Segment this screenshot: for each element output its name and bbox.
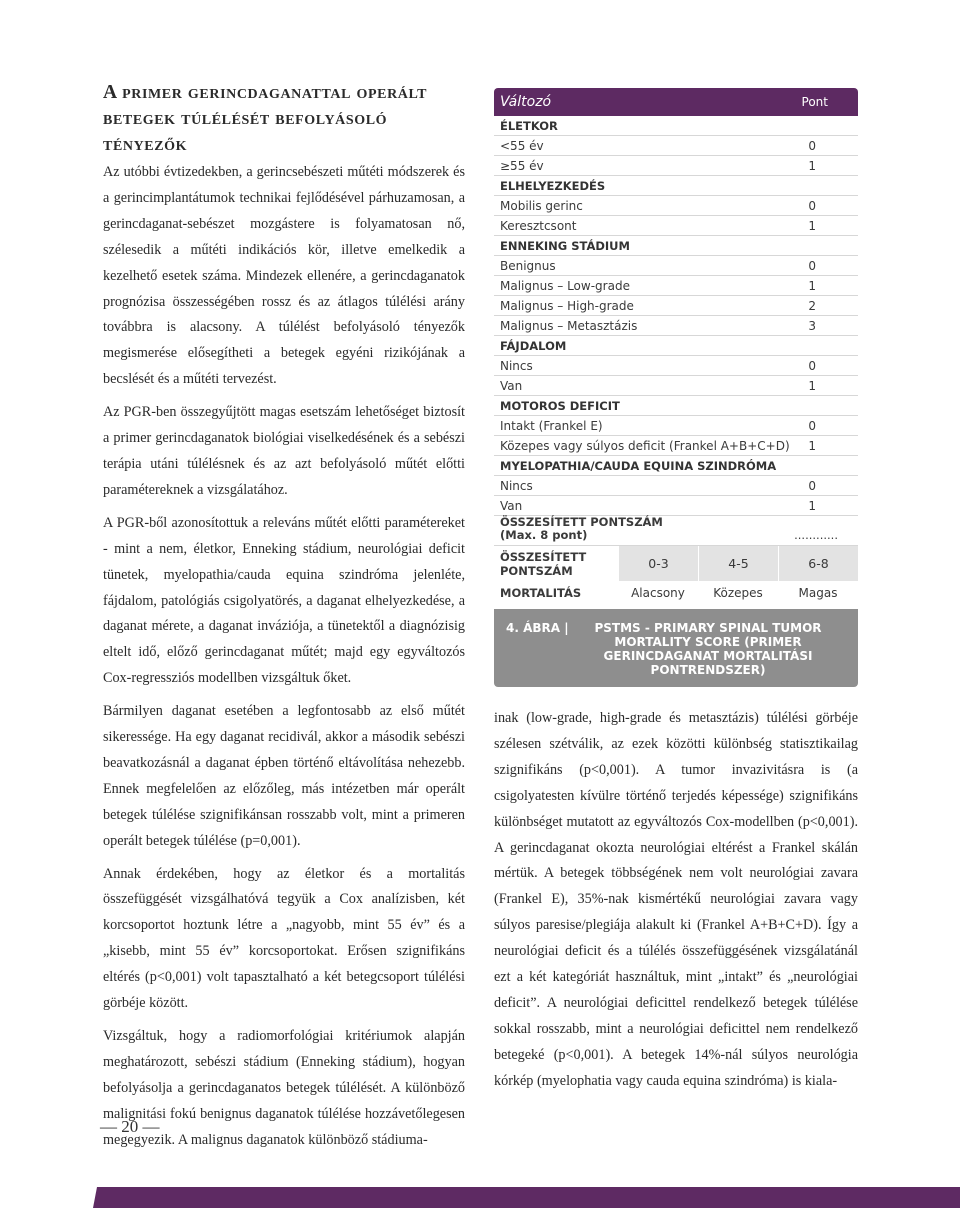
table-row bbox=[494, 436, 858, 456]
row-points: 1 bbox=[808, 378, 816, 393]
table-row bbox=[494, 216, 858, 236]
total-label-line2: (Max. 8 pont) bbox=[500, 528, 588, 542]
score-label-line2: PONTSZÁM bbox=[500, 563, 573, 578]
row-points: 1 bbox=[808, 158, 816, 173]
row-points: 0 bbox=[808, 418, 816, 433]
paragraph-4: Bármilyen daganat esetében a legfontosabb az első műtét sikeressége. Ha egy daganat recidivál, akkor a második sebészi beavatkozásnál a daganat épben történő eltávolítása nehezebb. Ennek megfelelően az előzőleg, más intézetben már operált betegek túlélése szignifikánsan rosszabb volt, mint a primeren operált betegek túlélése (p=0,001). bbox=[103, 703, 465, 849]
table-row bbox=[494, 136, 858, 156]
section-title: ÉLETKOR bbox=[494, 116, 858, 136]
footer-band bbox=[0, 1187, 960, 1208]
mortality-mid: Közepes bbox=[713, 586, 763, 600]
row-label: Mobilis gerinc bbox=[500, 198, 583, 213]
row-points: 3 bbox=[808, 318, 816, 333]
row-points: 1 bbox=[808, 278, 816, 293]
table-header bbox=[494, 88, 858, 116]
section-title: ELHELYEZKEDÉS bbox=[494, 176, 858, 196]
section-title: FÁJDALOM bbox=[494, 336, 858, 356]
table-sections bbox=[494, 116, 858, 516]
paragraph-6: Vizsgáltuk, hogy a radiomorfológiai kritériumok alapján meghatározott, sebészi stádium (Enneking stádium), hogyan befolyásolja a gerincdaganatos betegek túlélését. A különböző malignitási fokú benignus daganatok túlélése hozzávetőlegesen megegyezik. A malignus daganatok különböző stádiuma- bbox=[103, 1028, 465, 1148]
table-row bbox=[494, 496, 858, 516]
row-points: 1 bbox=[808, 218, 816, 233]
row-label: Malignus – Metasztázis bbox=[500, 318, 638, 333]
caption-text: PSTMS - PRIMARY SPINAL TUMOR MORTALITY SCORE (PRIMER GERINCDAGANAT MORTALITÁSI PONTRENDSZER) bbox=[594, 621, 822, 677]
row-label: Keresztcsont bbox=[500, 218, 577, 233]
row-label: <55 év bbox=[500, 138, 544, 153]
table-row bbox=[494, 156, 858, 176]
table-row bbox=[494, 476, 858, 496]
score-range-label bbox=[494, 550, 618, 578]
table-row bbox=[494, 356, 858, 376]
section-title: MYELOPATHIA/CAUDA EQUINA SZINDRÓMA bbox=[494, 456, 858, 476]
row-label: Nincs bbox=[500, 478, 533, 493]
mortality-high: Magas bbox=[798, 586, 838, 600]
row-points: 0 bbox=[808, 138, 816, 153]
right-column-text bbox=[494, 706, 858, 1095]
row-label: Malignus – Low-grade bbox=[500, 278, 630, 293]
total-score-label bbox=[500, 516, 663, 542]
section-title: ENNEKING STÁDIUM bbox=[494, 236, 858, 256]
row-label: Nincs bbox=[500, 358, 533, 373]
table-row bbox=[494, 376, 858, 396]
total-score-value: ............ bbox=[794, 528, 838, 542]
row-label: Intakt (Frankel E) bbox=[500, 418, 603, 433]
row-label: Közepes vagy súlyos deficit (Frankel A+B+C+D) bbox=[500, 438, 790, 453]
caption-number: 4. ÁBRA | bbox=[506, 621, 569, 635]
left-column bbox=[103, 80, 465, 1161]
score-range-low: 0-3 bbox=[619, 546, 698, 581]
mortality-label: MORTALITÁS bbox=[500, 586, 582, 600]
section-title: MOTOROS DEFICIT bbox=[494, 396, 858, 416]
score-range-mid: 4-5 bbox=[699, 546, 778, 581]
score-label-line1: ÖSSZESÍTETT bbox=[500, 549, 587, 564]
mortality-row bbox=[494, 582, 858, 604]
continuation-paragraph: inak (low-grade, high-grade és metasztázis) túlélési görbéje szélesen szétválik, az ezek közötti különbség statisztikailag szignifikáns (p<0,001). A tumor invazivitásra is (a csigolyatesten kívülre történő terjedés képessége) szignifikáns különbséget mutatott az egyváltozós Cox-modellben (p<0,001). A gerincdaganat okozta neurológiai eltérést a Frankel skálán mértük. A betegek többségének nem volt neurológiai zavara (Frankel E), 35%-nak kismértékű neurológiai zavara vagy súlyos paresise/plegiája alakult ki (Frankel A+B+C+D). Így a neurológiai deficit és a túlélés összefüggésének vizsgálatánál ezt a két kategóriát használtuk, mint „intakt” és „neurológiai deficit”. A neurológiai deficittel rendelkező betegek túlélése sokkal rosszabb, mint a neurológiai deficittel nem rendelkező betegeké (p<0,001). A betegek 14%-nál súlyos neurológia kórkép (myelophatia vagy cauda equina szindróma) is kiala- bbox=[494, 710, 858, 1089]
pstms-score-table bbox=[494, 88, 858, 687]
table-row bbox=[494, 416, 858, 436]
total-label-line1: ÖSSZESÍTETT PONTSZÁM bbox=[500, 515, 663, 529]
total-score-row bbox=[494, 516, 858, 546]
header-points: Pont bbox=[801, 95, 828, 109]
section-heading: A primer gerincdaganattal operált betegek túlélését befolyásoló tényezők bbox=[103, 82, 428, 155]
table-row bbox=[494, 276, 858, 296]
row-points: 0 bbox=[808, 358, 816, 373]
paragraph-3: A PGR-ből azonosítottuk a releváns műtét előtti paramétereket - mint a nem, életkor, Enneking stádium, neurológiai deficit tünetek, myelopathia/cauda equina szindróma jelenléte, fájdalom, patológiás csigolyatörés, a daganat elhelyezkedése, a daganat mérete, a daganat inváziója, a tünetektől a diagnózisig eltelt idő, előző gerincdaganat műtét; majd egy egyváltozós Cox-regressziós modellben vizsgáltuk őket. bbox=[103, 514, 465, 687]
table-row bbox=[494, 256, 858, 276]
row-label: ≥55 év bbox=[500, 158, 544, 173]
table-row bbox=[494, 316, 858, 336]
paragraph-2: Az PGR-ben összegyűjtött magas esetszám lehetőséget biztosít a primer gerincdaganatok biológiai viselkedésének és a sebészi terápia utáni túlélésnek és az azt befolyásoló műtét előtti paramétereknek a vizsgálatához. bbox=[103, 404, 465, 498]
score-range-row bbox=[494, 546, 858, 582]
row-label: Malignus – High-grade bbox=[500, 298, 634, 313]
table-row bbox=[494, 196, 858, 216]
row-label: Van bbox=[500, 378, 523, 393]
page-number: — 20 — bbox=[100, 1117, 160, 1136]
paragraph-1: Az utóbbi évtizedekben, a gerincsebészeti műtéti módszerek és a gerincimplantátumok technikai fejlődésével párhuzamosan, a gerincdaganat-sebészet mozgástere is folyamatosan nő, szélesedik a műtéti indikációs kör, illetve emelkedik a kezelhető esetek száma. Mindezek ellenére, a gerincdaganatok prognózisa összességében rossz és az átlagos túlélési arány továbbra is alacsony. A túlélést befolyásoló tényezők megismerése elősegítheti a betegek egyéni rizikójának a becslését és a műtéti tervezést. bbox=[103, 164, 465, 388]
header-variable: Változó bbox=[500, 94, 552, 110]
row-label: Van bbox=[500, 498, 523, 513]
row-points: 0 bbox=[808, 478, 816, 493]
table-row bbox=[494, 296, 858, 316]
figure-caption bbox=[494, 609, 858, 687]
row-points: 0 bbox=[808, 198, 816, 213]
mortality-low: Alacsony bbox=[631, 586, 685, 600]
row-points: 2 bbox=[808, 298, 816, 313]
row-points: 1 bbox=[808, 438, 816, 453]
paragraph-5: Annak érdekében, hogy az életkor és a mortalitás összefüggését vizsgálhatóvá tegyük a Cox analízisben, két korcsoportot hoztunk létre a „nagyobb, mint 55 év” és a „kisebb, mint 55 év” korcsoportokat. Erősen szignifikáns eltérés (p<0,001) volt tapasztalható a két betegcsoport túlélési görbéje között. bbox=[103, 865, 465, 1012]
row-points: 0 bbox=[808, 258, 816, 273]
row-label: Benignus bbox=[500, 258, 556, 273]
footer-band-shape bbox=[93, 1187, 960, 1208]
score-range-high: 6-8 bbox=[779, 546, 858, 581]
row-points: 1 bbox=[808, 498, 816, 513]
